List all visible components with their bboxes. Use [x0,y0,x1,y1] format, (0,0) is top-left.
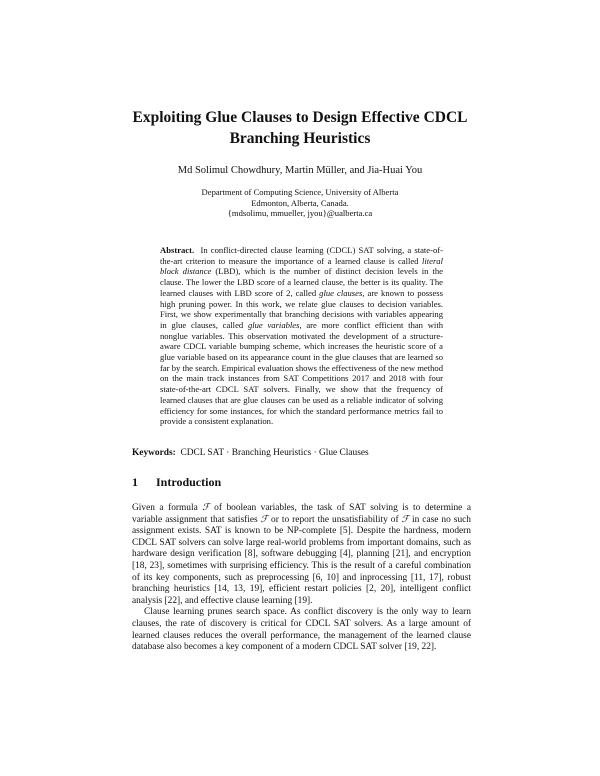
keywords-text: CDCL SAT · Branching Heuristics · Glue Clauses [180,448,369,458]
abstract-text-4: , are more conflict efficient than with nonglue variables. This observation motivated the development of a structure-aware CDCL variable bumping scheme, which increases the heuristic score of a glue variable based on its appearance count in the glue clauses that are learned so far by the search. Empirical evaluation shows the effectiveness of the new method on the main track instances from SAT Competitions 2017 and 2018 with four state-of-the-art CDCL SAT solvers. Finally, we show that the frequency of learned clauses that are glue clauses can be used as a reliable indicator of solving efficiency for some instances, for which the standard performance metrics fail to provide a consistent explanation. [160,319,444,427]
section-number: 1 [132,475,138,489]
formula-symbol: ℱ [401,514,409,525]
formula-symbol: ℱ [260,514,269,525]
abstract-text-1: In conflict-directed clause learning (CDCL) SAT solving, a state-of-the-art criterion to measure the importance of a learned clause is called [160,245,443,266]
abstract-label: Abstract. [160,245,195,255]
abstract [160,245,443,427]
affiliation-city: Edmonton, Alberta, Canada. [251,197,349,208]
author-emails: {mdsolimu, mmueller, jyou}@ualberta.ca [227,208,373,219]
intro-text-b: of boolean variables, the task of SAT solving is to determine a variable assignment that satisfies [132,503,471,525]
keywords [132,447,472,459]
formula-symbol: ℱ [202,503,210,513]
affiliation-department: Department of Computing Science, University of Alberta [201,187,399,197]
title-line-2: Branching Heuristics [229,130,371,147]
author-list: Md Solimul Chowdhury, Martin Müller, and Jia-Huai You [177,165,423,176]
intro-paragraph-2: Clause learning prunes search space. As conflict discovery is the only way to learn clauses, the rate of discovery is critical for CDCL SAT solvers. As a large amount of learned clauses reduces the overall performance, the management of the learned clause database also becomes a key component of a modern CDCL SAT solver [19, 22]. [132,607,471,653]
paper-title [100,107,500,149]
section-title: Introduction [156,475,222,489]
affiliation [100,187,500,219]
term-glue-variables: glue variables [247,319,300,330]
keywords-label: Keywords: [132,448,176,458]
intro-paragraph-1 [132,503,471,607]
intro-text-a: Given a formula [132,503,203,513]
introduction-body [132,503,471,654]
term-literal-block-distance: literal block distance [160,255,443,277]
intro-text-c: or to report the unsatisfiability of [268,514,402,525]
title-line-1: Exploiting Glue Clauses to Design Effective CDCL [132,109,468,126]
term-glue-clauses: glue clauses [319,287,363,298]
abstract-text-2: (LBD), which is the number of distinct decision levels in the clause. The lower the LBD score of a learned clause, the better is its quality. The learned clauses with LBD score of 2, called [160,266,443,298]
section-heading [132,475,472,490]
intro-text-d: in case no such assignment exists. SAT is known to be NP-complete [5]. Despite the hardness, modern CDCL SAT solvers can solve large real-world problems from important domains, such as hardware design verification [8], software debugging [4], planning [21], and encryption [18, 23], sometimes with surprising efficiency. This is the result of a careful combination of its key components, such as preprocessing [6, 10] and inprocessing [11, 17], robust branching heuristics [14, 13, 19], efficient restart policies [2, 20], intelligent conflict analysis [22], and effective clause learning [19]. [132,514,471,606]
abstract-text-3: , are known to possess high pruning power. In this work, we relate glue clauses to decision variables. First, we show experimentally that branching decisions with variables appearing in glue clauses, called [160,287,443,330]
